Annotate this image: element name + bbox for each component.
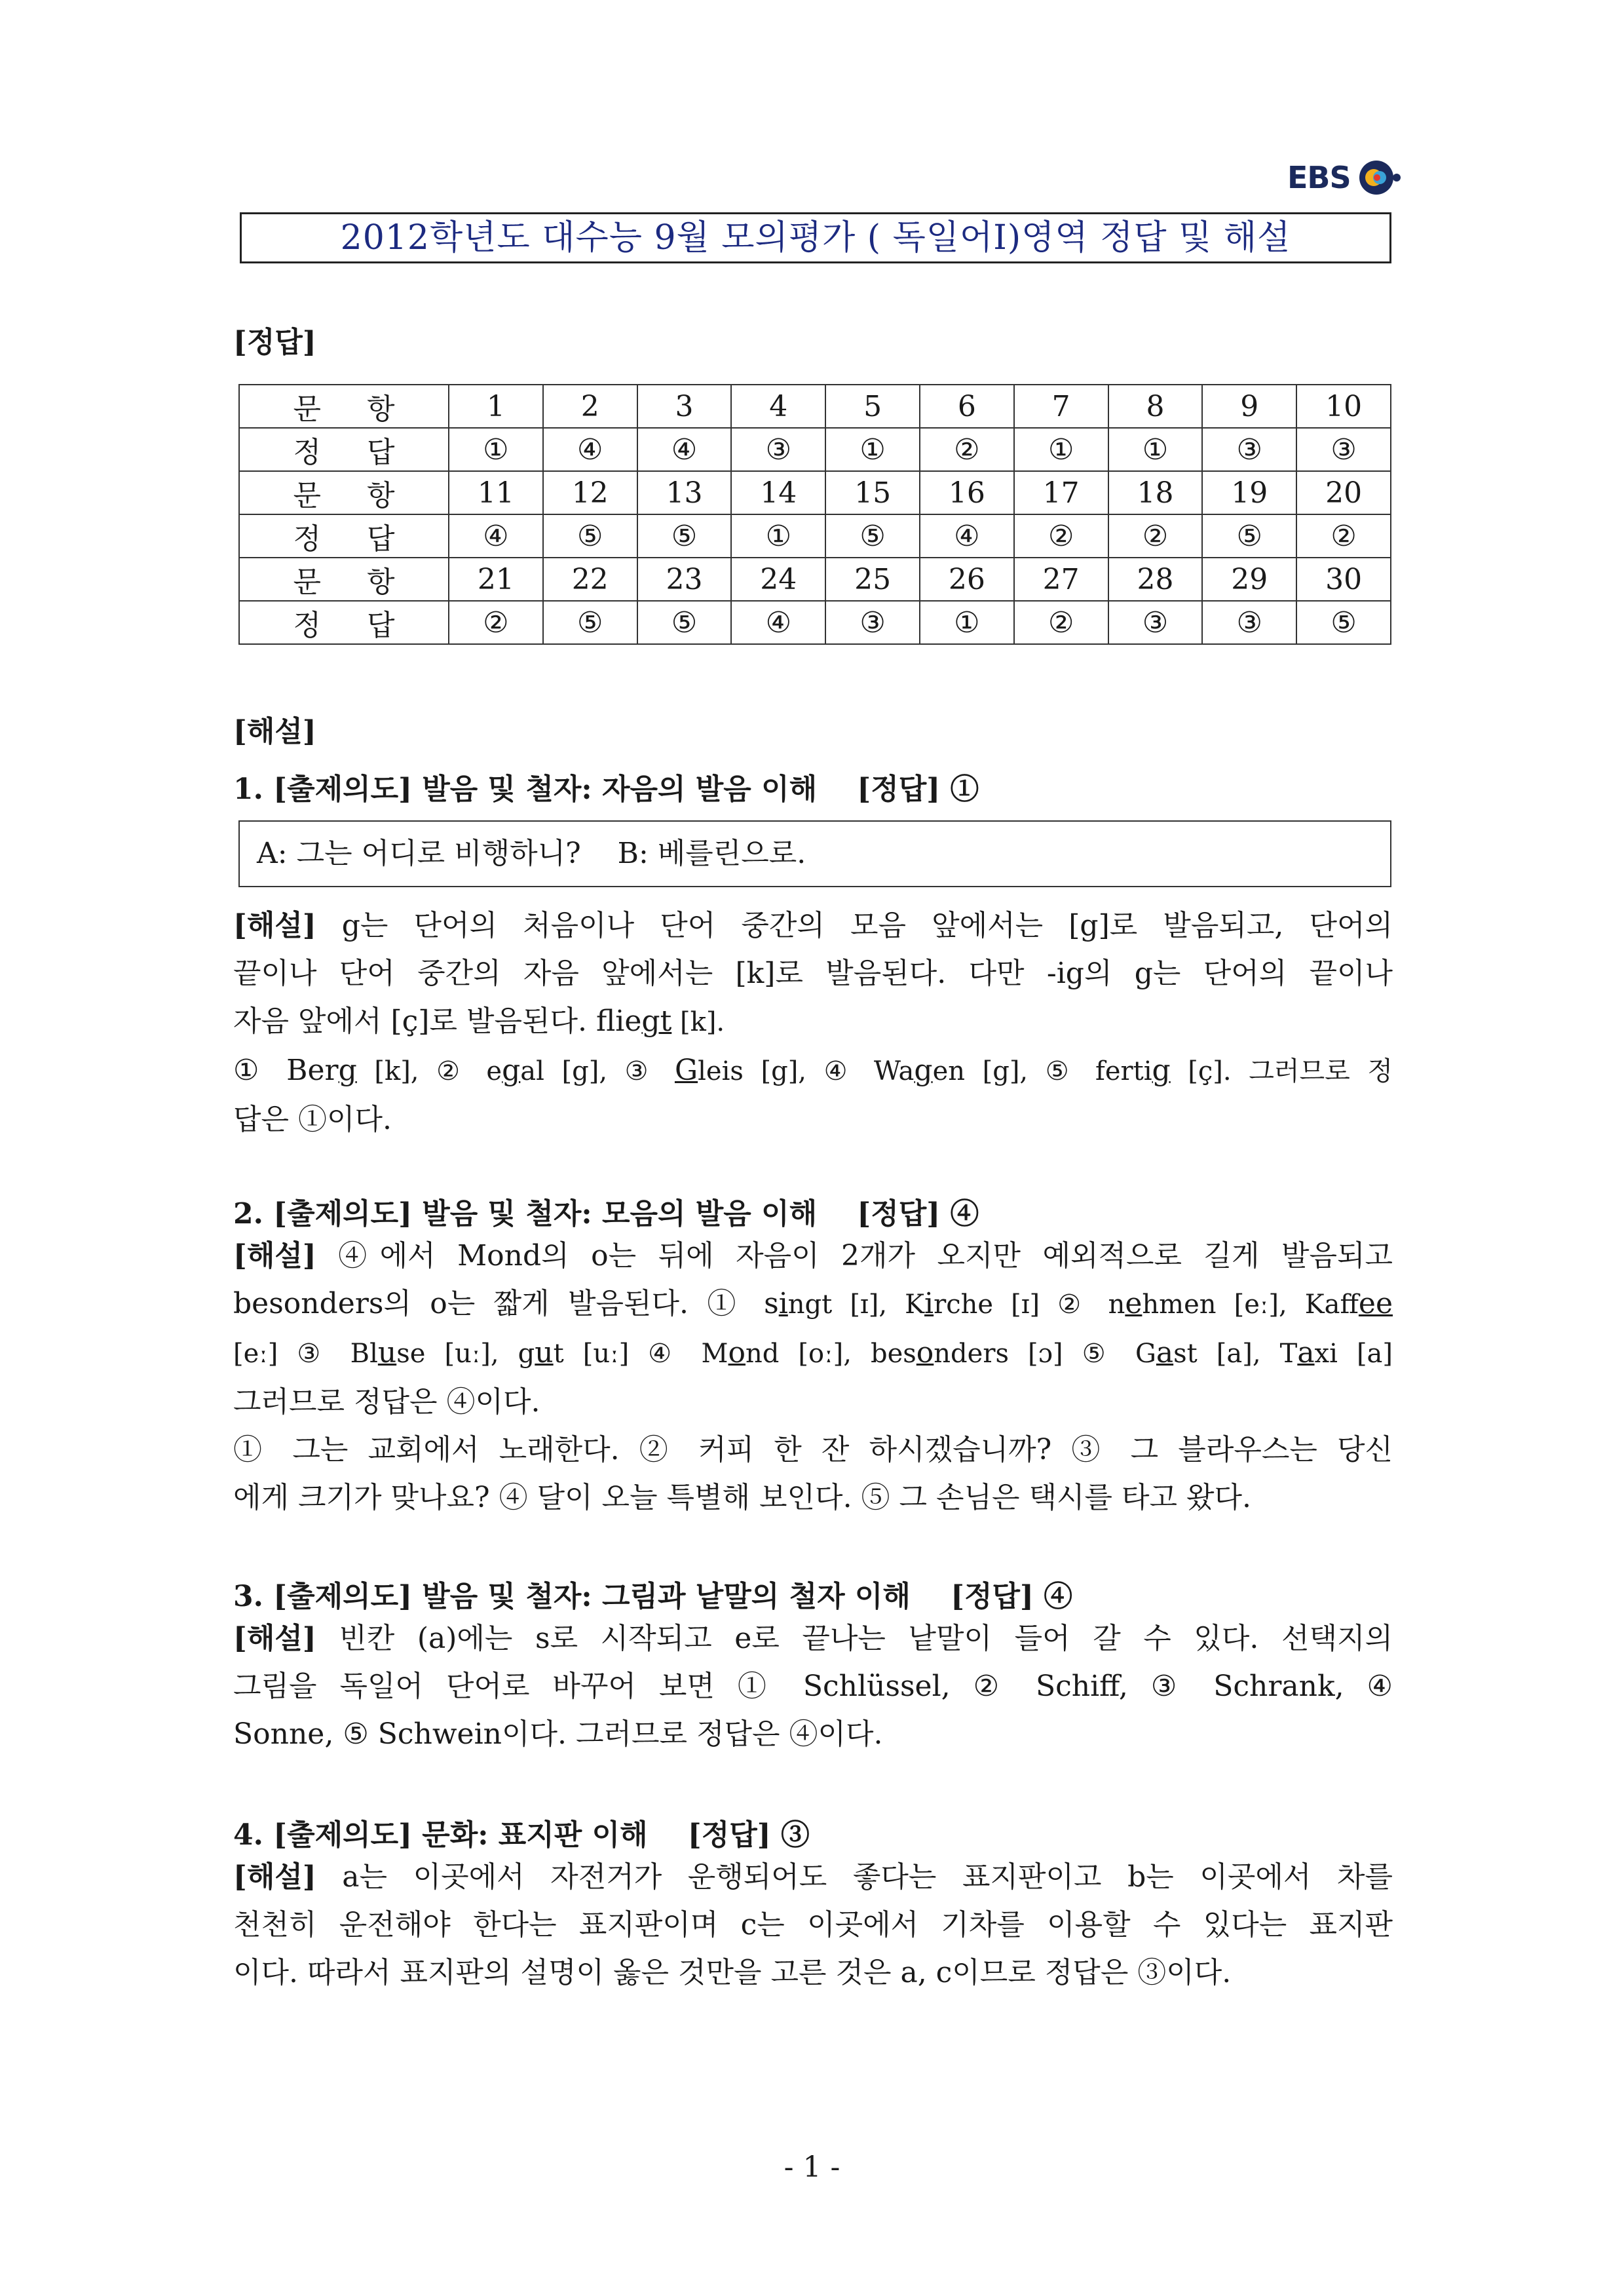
q4-line-3: 이다. 따라서 표지판의 설명이 옳은 것만을 고른 것은 a, c이므로 정답은 ③이다.: [233, 1956, 1232, 1989]
answer-table-cell: 26: [920, 558, 1014, 601]
answer-table-cell: ④: [543, 428, 637, 471]
answer-table-row: [239, 385, 1391, 428]
q4-line-1: a는 이곳에서 자전거가 운행되어도 좋다는 표지판이고 b는 이곳에서 차를: [316, 1860, 1393, 1894]
q1-line-1: g는 단어의 처음이나 단어 중간의 모음 앞에서는 [g]로 발음되고, 단어의: [316, 909, 1393, 942]
answer-table-cell: 8: [1108, 385, 1203, 428]
answer-table-row-label: 정 답: [239, 428, 449, 471]
answer-table-row-label: 문 항: [239, 385, 449, 428]
answer-table-cell: ⑤: [1202, 514, 1296, 558]
ebs-logo: [1287, 156, 1405, 202]
q3-explanation: [233, 1615, 1393, 1758]
answer-table-cell: 15: [825, 471, 920, 514]
answer-table-cell: 28: [1108, 558, 1203, 601]
answer-table-cell: ①: [1014, 428, 1108, 471]
answer-table-cell: ⑤: [825, 514, 920, 558]
answer-table-row: [239, 428, 1391, 471]
answer-table-cell: ⑤: [637, 601, 732, 644]
answer-table-cell: 13: [637, 471, 732, 514]
q2-explanation: [233, 1232, 1393, 1521]
answer-table-cell: ⑤: [1296, 601, 1391, 644]
answer-table-cell: 25: [825, 558, 920, 601]
q3-heading: 3. [출제의도] 발음 및 철자: 그림과 낱말의 철자 이해 [정답] ④: [233, 1580, 1073, 1613]
q1-line-3: 자음 앞에서 [ç]로 발음된다. fliegt [k].: [233, 1004, 725, 1038]
answer-table-cell: ④: [920, 514, 1014, 558]
answer-table-cell: 9: [1202, 385, 1296, 428]
q2-line-4: 그러므로 정답은 ④이다.: [233, 1385, 540, 1419]
ebs-logo-mark-icon: [1358, 159, 1401, 197]
answer-table-cell: 11: [449, 471, 543, 514]
answer-table-cell: 10: [1296, 385, 1391, 428]
answer-table-cell: ⑤: [637, 514, 732, 558]
answer-table-cell: 23: [637, 558, 732, 601]
answer-table-row: [239, 558, 1391, 601]
answer-table-cell: ③: [1108, 601, 1203, 644]
q1-dialog-box: A: 그는 어디로 비행하니? B: 베를린으로.: [238, 820, 1391, 887]
answer-table-cell: 12: [543, 471, 637, 514]
q4-explanation-label: [해설]: [233, 1860, 316, 1894]
answer-table: [238, 384, 1391, 645]
answer-table-cell: ④: [637, 428, 732, 471]
q3-line-3: Sonne, ⑤ Schwein이다. 그러므로 정답은 ④이다.: [233, 1717, 883, 1751]
answer-table-row: [239, 471, 1391, 514]
q2-line-6: 에게 크기가 맞나요? ④ 달이 오늘 특별해 보인다. ⑤ 그 손님은 택시를 타고 왔다.: [233, 1481, 1251, 1514]
q1-line-2: 끝이나 단어 중간의 자음 앞에서는 [k]로 발음된다. 다만 -ig의 g는 단어의 끝이나: [233, 957, 1393, 990]
q3-line-1: 빈칸 (a)에는 s로 시작되고 e로 끝나는 낱말이 들어 갈 수 있다. 선택지의: [316, 1622, 1393, 1655]
answer-table-cell: 14: [731, 471, 825, 514]
q2-line-1: ④에서 Mond의 o는 뒤에 자음이 2개가 오지만 예외적으로 길게 발음되고: [316, 1239, 1393, 1272]
answer-table-cell: ②: [449, 601, 543, 644]
answer-table-cell: ⑤: [543, 601, 637, 644]
answer-table-cell: ①: [825, 428, 920, 471]
ebs-logo-text: EBS: [1287, 160, 1351, 195]
answer-table-cell: ②: [1014, 601, 1108, 644]
answer-table-cell: ②: [1014, 514, 1108, 558]
q1-line-5: 답은 ①이다.: [233, 1103, 392, 1136]
q1-explanation-label: [해설]: [233, 909, 316, 942]
answer-table-cell: 20: [1296, 471, 1391, 514]
answer-table-cell: 3: [637, 385, 732, 428]
q2-line-2: besonders의 o는 짧게 발음된다. ① singt [ɪ], Kirche [ɪ] ② nehmen [eː], Kaffee: [233, 1287, 1393, 1320]
answer-table-cell: ①: [449, 428, 543, 471]
q2-heading: 2. [출제의도] 발음 및 철자: 모음의 발음 이해 [정답] ④: [233, 1197, 979, 1231]
answer-table-cell: 16: [920, 471, 1014, 514]
answer-table-cell: 27: [1014, 558, 1108, 601]
answer-table-cell: 2: [543, 385, 637, 428]
answer-table-cell: ④: [731, 601, 825, 644]
answer-table-row-label: 문 항: [239, 558, 449, 601]
answer-table-cell: 29: [1202, 558, 1296, 601]
answer-table-cell: ④: [449, 514, 543, 558]
answer-table-cell: ②: [1108, 514, 1203, 558]
answer-table-cell: ①: [920, 601, 1014, 644]
q2-line-5: ① 그는 교회에서 노래한다. ② 커피 한 잔 하시겠습니까? ③ 그 블라우스는 당신: [233, 1433, 1393, 1466]
answers-heading: [정답]: [233, 326, 316, 359]
answer-table-cell: ③: [1296, 428, 1391, 471]
answer-table-cell: 24: [731, 558, 825, 601]
answer-table-cell: 6: [920, 385, 1014, 428]
q1-line-4: ① Berg [k], ② egal [g], ③ Gleis [g], ④ Wagen [g], ⑤ fertig [ç]. 그러므로 정: [233, 1054, 1393, 1087]
q1-explanation: [233, 902, 1393, 1143]
answer-table-cell: 5: [825, 385, 920, 428]
answer-table-cell: 4: [731, 385, 825, 428]
q4-line-2: 천천히 운전해야 한다는 표지판이며 c는 이곳에서 기차를 이용할 수 있다는 표지판: [233, 1908, 1393, 1942]
q2-line-3: [eː] ③ Bluse [uː], gut [uː] ④ Mond [oː], besonders [ɔ] ⑤ Gast [a], Taxi [a]: [233, 1336, 1393, 1369]
answer-table-row-label: 정 답: [239, 514, 449, 558]
answer-table-cell: 21: [449, 558, 543, 601]
q4-explanation: [233, 1853, 1393, 1997]
answer-table-cell: ③: [1202, 601, 1296, 644]
q1-heading: 1. [출제의도] 발음 및 철자: 자음의 발음 이해 [정답] ①: [233, 773, 979, 806]
answer-table-cell: 7: [1014, 385, 1108, 428]
q4-heading: 4. [출제의도] 문화: 표지판 이해 [정답] ③: [233, 1818, 810, 1852]
q3-line-2: 그림을 독일어 단어로 바꾸어 보면 ① Schlüssel, ② Schiff, ③ Schrank, ④: [233, 1670, 1393, 1703]
answer-table-cell: ③: [1202, 428, 1296, 471]
page-number: - 1 -: [784, 2151, 840, 2184]
answer-table-cell: ⑤: [543, 514, 637, 558]
answer-table-row-label: 정 답: [239, 601, 449, 644]
answer-table-cell: 17: [1014, 471, 1108, 514]
answer-table-row: [239, 601, 1391, 644]
explanation-heading: [해설]: [233, 715, 316, 748]
answer-table-cell: 30: [1296, 558, 1391, 601]
answer-table-cell: 18: [1108, 471, 1203, 514]
answer-table-cell: ①: [1108, 428, 1203, 471]
answer-table-row: [239, 514, 1391, 558]
document-title: 2012학년도 대수능 9월 모의평가 ( 독일어Ⅰ)영역 정답 및 해설: [240, 212, 1391, 263]
answer-table-cell: 1: [449, 385, 543, 428]
q3-explanation-label: [해설]: [233, 1622, 316, 1655]
answer-table-cell: ②: [920, 428, 1014, 471]
q2-explanation-label: [해설]: [233, 1239, 316, 1272]
answer-table-cell: ③: [825, 601, 920, 644]
answer-table-cell: 19: [1202, 471, 1296, 514]
answer-table-cell: ②: [1296, 514, 1391, 558]
answer-table-cell: ③: [731, 428, 825, 471]
answer-table-cell: 22: [543, 558, 637, 601]
answer-table-row-label: 문 항: [239, 471, 449, 514]
answer-table-cell: ①: [731, 514, 825, 558]
